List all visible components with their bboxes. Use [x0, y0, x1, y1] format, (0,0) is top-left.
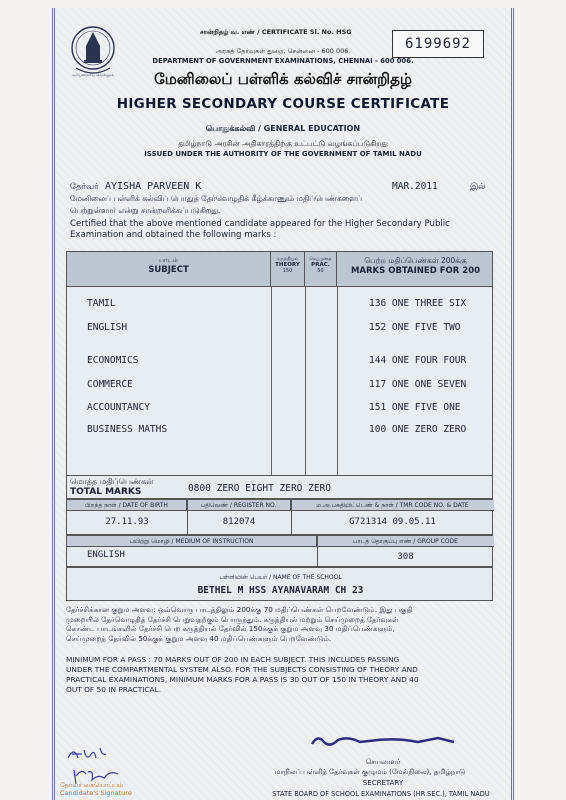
subject-name: BUSINESS MATHS: [87, 424, 168, 435]
subject-name: COMMERCE: [87, 379, 133, 390]
svg-text:வாய்மையே வெல்லும்: வாய்மையே வெல்லும்: [72, 72, 114, 77]
notes-english-line: OUT OF 50 IN PRACTICAL.: [66, 685, 162, 694]
total-label-ta: மொத்த மதிப்பெண்கள்: [70, 477, 154, 486]
notes-tamil-line: முறையில் தேர்வெழுதித் தேர்ச்சி பெறுவதற்கும் பொருந்தும். கருத்தியல் மற்றும் செய்முறைத் தேர்வுகள்: [66, 614, 399, 624]
subject-marks: 152 ONE FIVE TWO: [369, 322, 461, 333]
dept-tamil: அரசுத் தேர்வுகள் துறை, சென்னை - 600 006.: [215, 47, 351, 55]
school-value: BETHEL M HSS AYANAVARAM CH 23: [197, 585, 364, 596]
marks-header-en: MARKS OBTAINED FOR 200: [350, 266, 481, 276]
notes-tamil-line: கொண்ட பாடங்களில் தேர்ச்சி பெற கருத்தியல் தேர்வில் 150க்குக் குறும அளவு 30 மதிப்பெண்களும்,: [66, 624, 395, 633]
total-marks-value: 0800 ZERO EIGHT ZERO ZERO: [188, 483, 331, 494]
subject-marks: 136 ONE THREE SIX: [369, 298, 467, 309]
authority-tamil: தமிழ்நாடு அரசின் அதிகாரத்திற்கு உட்பட்டு வழங்கப்படுகிறது: [178, 139, 388, 148]
candidate-line-2: மேனிலைப் பள்ளிக் கல்விப் பொதுத் தேர்வெழுதிக் கீழ்க்காணும் மதிப்பெண்களைப்: [70, 194, 362, 203]
notes-tamil: [66, 605, 496, 643]
theory-max: 150: [282, 268, 293, 274]
subject-name: TAMIL: [87, 298, 116, 309]
tmr-value: G721314 09.05.11: [349, 517, 436, 527]
col-divider: [271, 287, 272, 496]
exam-month: MAR.2011: [392, 181, 438, 192]
marks-header-ta: பெற்ற மதிப்பெண்கள் 200க்கு: [364, 256, 467, 265]
stream-label: பொதுக்கல்வி / GENERAL EDUCATION: [205, 124, 361, 133]
certified-text-1: Certified that the above mentioned candidate appeared for the Higher Secondary Public: [70, 219, 450, 229]
divider: [187, 500, 188, 536]
marks-table: [66, 251, 493, 497]
notes-tamil-line: தேர்ச்சிக்கான குறும அளவு: ஒவ்வொரு பாடத்திலும் 200க்கு 70 மதிப்பெண்கள் பெறவேண்டும். இது பகுதி: [66, 605, 413, 614]
divider: [291, 500, 292, 536]
school-row: [66, 567, 493, 601]
secretary-signature-image: [308, 730, 458, 754]
prac-header-en: PRAC.: [311, 262, 330, 268]
group-label: பாடத் தொகுப்பு எண் / GROUP CODE: [317, 536, 494, 547]
subject-marks: 100 ONE ZERO ZERO: [369, 424, 467, 435]
theory-header-en: THEORY: [275, 262, 300, 268]
total-label-en: TOTAL MARKS: [70, 487, 142, 497]
dob-value: 27.11.93: [105, 517, 149, 527]
details-row-2: [66, 535, 493, 567]
group-value: 308: [397, 552, 414, 562]
details-row-1: [66, 499, 493, 535]
tmr-label: ம.அ.பசுதியிட்டெண் & நாள் / TMR CODE NO. & DATE: [291, 500, 494, 511]
subject-marks: 117 ONE ONE SEVEN: [369, 379, 467, 390]
marks-header: [337, 252, 494, 287]
notes-english-line: MINIMUM FOR A PASS : 70 MARKS OUT OF 200 IN EACH SUBJECT. THIS INCLUDES PASSING: [66, 655, 400, 664]
divider: [317, 536, 318, 568]
subject-header-en: SUBJECT: [148, 265, 189, 275]
subject-header: [67, 252, 271, 287]
candidate-signature-label-ta: தேர்வர் கையொப்பம்: [60, 781, 124, 789]
col-divider: [337, 287, 338, 496]
title-english: HIGHER SECONDARY COURSE CERTIFICATE: [116, 96, 450, 112]
theory-header-ta: கருத்தியல்: [276, 257, 299, 262]
marks-table-header: [67, 252, 492, 287]
dob-label: பிறந்த நாள் / DATE OF BIRTH: [67, 500, 187, 511]
notes-english-line: PRACTICAL EXAMINATIONS, MINIMUM MARKS FOR A PASS IS 30 OUT OF 150 IN THEORY AND 40: [66, 675, 419, 684]
subject-name: ECONOMICS: [87, 355, 139, 366]
medium-value: ENGLISH: [87, 550, 125, 560]
theory-header: [271, 252, 305, 287]
subject-name: ENGLISH: [87, 322, 128, 333]
col-divider: [305, 287, 306, 496]
authority-english: ISSUED UNDER THE AUTHORITY OF THE GOVERNMENT OF TAMIL NADU: [144, 150, 422, 158]
board-name-en: STATE BOARD OF SCHOOL EXAMINATIONS (HR.SEC.), TAMIL NADU: [272, 790, 490, 798]
subject-marks: 144 ONE FOUR FOUR: [369, 355, 467, 366]
medium-label: பயிற்று மொழி / MEDIUM OF INSTRUCTION: [67, 536, 317, 547]
subject-name: ACCOUNTANCY: [87, 402, 150, 413]
notes-english-line: UNDER THE COMPARTMENTAL SYSTEM ALSO. FOR THE SUBJECTS CONSISTING OF THEORY AND: [66, 665, 418, 674]
candidate-signature-label-en: Candidate's Signature: [60, 789, 132, 797]
dept-english: DEPARTMENT OF GOVERNMENT EXAMINATIONS, CHENNAI - 600 006.: [152, 57, 414, 65]
prac-header: [305, 252, 337, 287]
reg-value: 812074: [222, 517, 256, 527]
subject-marks: 151 ONE FIVE ONE: [369, 402, 461, 413]
reg-label: பதிவெண் / REGISTER NO.: [187, 500, 291, 511]
secretary-label-en: SECRETARY: [362, 779, 404, 787]
candidate-prefix: தேர்வர்: [70, 182, 99, 192]
serial-number: 6199692: [392, 30, 484, 58]
board-name-ta: மாநிலப் பள்ளித் தேர்வுகள் குழுமம் (மேல்நிலை), தமிழ்நாடு: [274, 768, 466, 776]
certified-text-2: Examination and obtained the following marks :: [70, 230, 277, 240]
certificate-number-label: சான்றிதழ் வ. எண் / CERTIFICATE Sl. No. HSG: [200, 28, 352, 36]
notes-english: [66, 655, 496, 695]
candidate-line-3: பெற்றுள்ளார் என்று சான்றளிக்கப்படுகிறது.: [70, 206, 221, 215]
school-label: பள்ளியின் பெயர் / NAME OF THE SCHOOL: [219, 574, 342, 581]
secretary-label-ta: செயலாளர்: [365, 758, 401, 766]
subject-header-ta: பாடம்: [159, 256, 178, 264]
candidate-name: AYISHA PARVEEN K: [105, 181, 202, 192]
notes-tamil-line: செய்முறைத் தேர்வில் 50க்குக் குறும அளவு 40 மதிப்பெண்களும் பெறவேண்டும்.: [66, 633, 332, 643]
prac-header-ta: செய்முறை: [309, 257, 332, 262]
candidate-suffix: இல்: [470, 182, 486, 192]
title-tamil: மேனிலைப் பள்ளிக் கல்விச் சான்றிதழ்: [154, 70, 412, 88]
prac-max: 50: [317, 268, 324, 274]
